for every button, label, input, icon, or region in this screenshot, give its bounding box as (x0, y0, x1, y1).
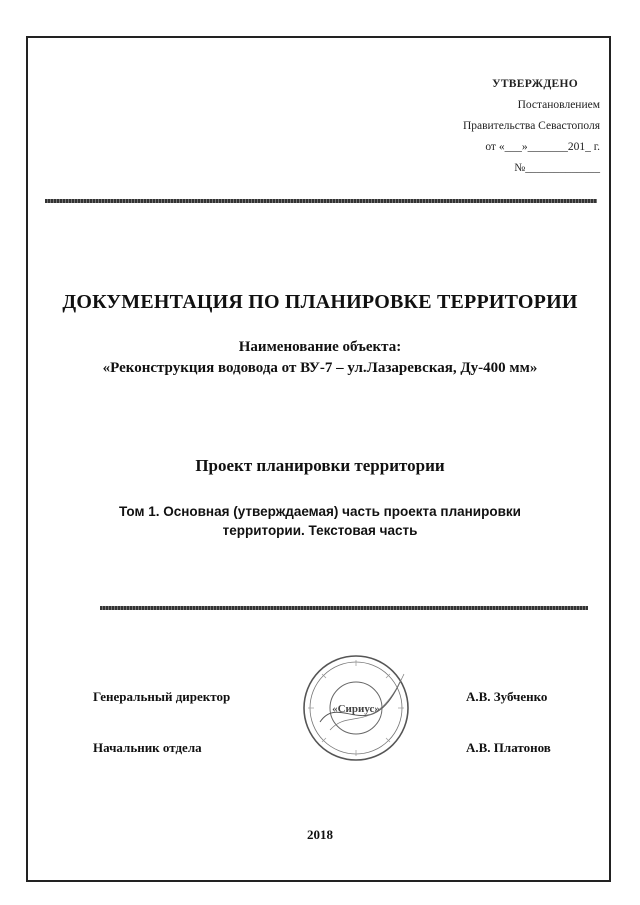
document-year: 2018 (307, 827, 333, 842)
official-seal-stamp (300, 652, 412, 764)
object-heading: Наименование объекта: (238, 339, 402, 355)
document-title: ДОКУМЕНТАЦИЯ ПО ПЛАНИРОВКЕ ТЕРРИТОРИИ (62, 291, 578, 313)
bottom-divider (100, 606, 588, 610)
signature-position-2: Начальник отдела (93, 740, 202, 755)
seal-center-text: «Сириус» (332, 703, 380, 715)
top-divider (45, 199, 597, 203)
signature-name-1: А.В. Зубченко (466, 689, 548, 704)
project-subtitle: Проект планировки территории (195, 456, 445, 475)
approval-line-3: от «___»_______201_ г. (485, 141, 600, 153)
signature-position-1: Генеральный директор (93, 689, 231, 704)
approval-line-1: Постановлением (517, 99, 600, 111)
approval-heading: УТВЕРЖДЕНО (492, 78, 578, 90)
approval-line-4: №_____________ (514, 162, 600, 174)
object-name: «Реконструкция водовода от ВУ-7 – ул.Лазаревская, Ду-400 мм» (102, 360, 538, 376)
approval-block (463, 74, 600, 179)
approval-line-2: Правительства Севастополя (462, 120, 600, 132)
volume-description: Том 1. Основная (утверждаемая) часть проекта планировки территории. Текстовая часть (119, 504, 521, 538)
signature-name-2: А.В. Платонов (466, 740, 551, 755)
